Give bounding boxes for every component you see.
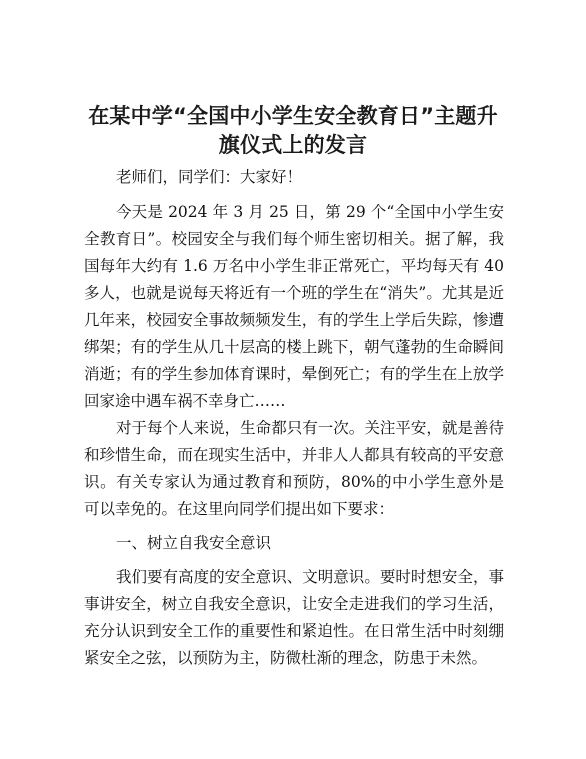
document-title-line-2: 旗仪式上的发言: [218, 133, 368, 157]
document-title-line-1: 在某中学“全国中小学生安全教育日”主题升: [88, 104, 498, 128]
paragraph-2: 对于每个人来说，生命都只有一次。关注平安，就是善待和珍惜生命，而在现实生活中，并非人人都具有较高的平安意识。有关专家认为通过教育和预防，80%的中小学生意外是可以幸免的。在这里向同学们提出如下要求：: [84, 419, 504, 518]
paragraph-1: 今天是 2024 年 3 月 25 日，第 29 个“全国中小学生安全教育日”。校园安全与我们每个师生密切相关。据了解，我国每年大约有 1.6 万名中小学生非正常死亡，平均每天有 40 多人，也就是说每天将近有一个班的学生在“消失”。尤其是近几年来，校园安全事故频频发生，有的学生上学后失踪，惨遭绑架；有的学生从几十层高的楼上跳下，朝气蓬勃的生命瞬间消逝；有的学生参加体育课时，晕倒死亡；有的学生在上放学回家途中遇车祸不幸身亡……: [84, 203, 504, 410]
section-heading-1: 一、树立自我安全意识: [116, 534, 272, 552]
paragraph-3: 我们要有高度的安全意识、文明意识。要时时想安全，事事讲安全，树立自我安全意识，让安全走进我们的学习生活，充分认识到安全工作的重要性和紧迫性。在日常生活中时刻绷紧安全之弦，以预防为主，防微杜渐的理念，防患于未然。: [84, 568, 504, 667]
greeting: 老师们，同学们：大家好！: [116, 168, 303, 186]
